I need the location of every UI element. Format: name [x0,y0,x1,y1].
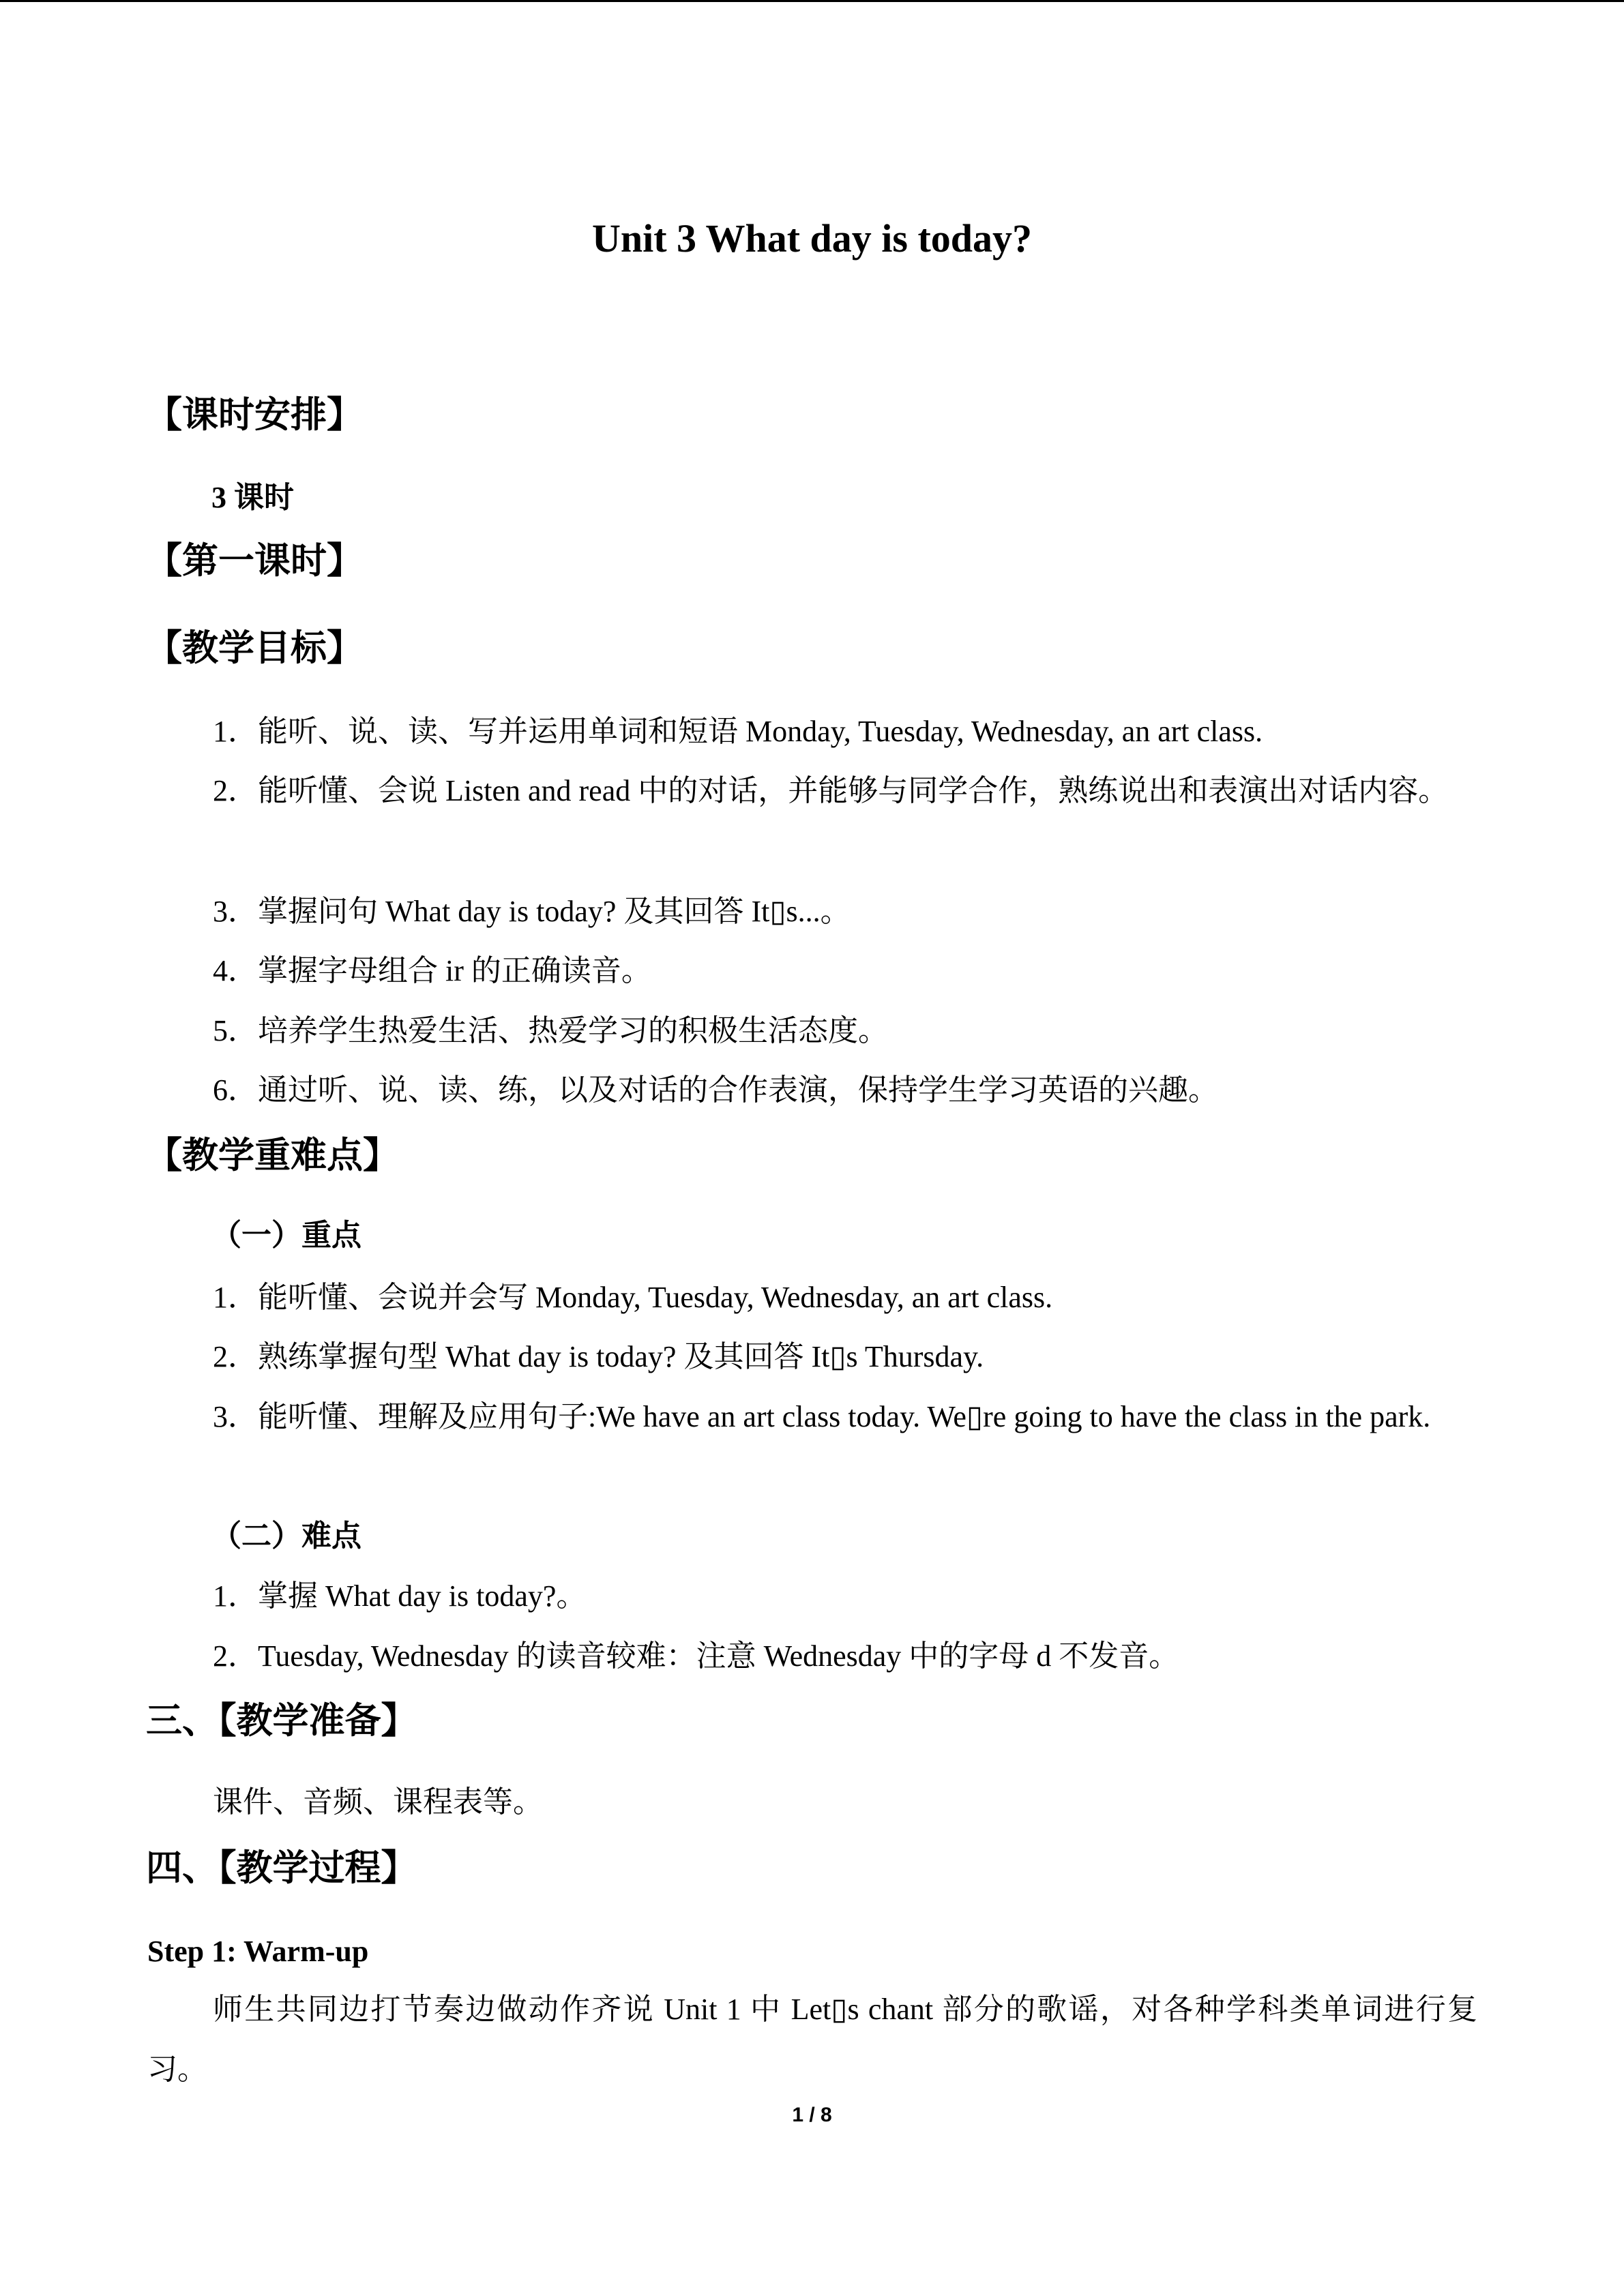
focus-item: 3．能听懂、理解及应用句子:We have an art class today. We▯re going to have the class in the park. [213,1400,1431,1433]
preparation-text: 课件、音频、课程表等。 [213,1785,543,1819]
schedule-heading: 【课时安排】 [146,396,363,435]
preparation-heading: 三、【教学准备】 [146,1701,417,1741]
objective-item: 3．掌握问句 What day is today? 及其回答 It▯s...。 [213,895,851,928]
objective-item: 2．能听懂、会说 Listen and read 中的对话，并能够与同学合作，熟练说出和表演出对话内容。 [213,774,1449,807]
step1-text: 师生共同边打节奏边做动作齐说 Unit 1 中 Let▯s chant 部分的歌谣，对各种学科类单词进行复习。 [147,1993,1477,2086]
document-title: Unit 3 What day is today? [591,216,1033,260]
objectives-heading: 【教学目标】 [146,629,363,668]
objective-item: 4．掌握字母组合 ir 的正确读音。 [213,954,651,987]
focus-item: 1．能听懂、会说并会写 Monday, Tuesday, Wednesday, an art class. [213,1281,1053,1314]
step1-title: Step 1: Warm-up [147,1935,369,1968]
difficulty-item: 2．Tuesday, Wednesday 的读音较难：注意 Wednesday 中的字母 d 不发音。 [213,1639,1179,1673]
focus-item: 2．熟练掌握句型 What day is today? 及其回答 It▯s Thursday. [213,1340,984,1373]
key-points-heading: 【教学重难点】 [146,1136,399,1176]
process-heading: 四、【教学过程】 [146,1849,417,1888]
first-lesson-heading: 【第一课时】 [146,541,363,581]
objective-item: 1．能听、说、读、写并运用单词和短语 Monday, Tuesday, Wednesday, an art class. [213,715,1263,748]
difficulty-label: （二）难点 [211,1519,361,1553]
difficulty-item: 1．掌握 What day is today?。 [213,1579,587,1613]
objective-item: 5．培养学生热爱生活、热爱学习的积极生活态度。 [213,1014,888,1047]
page-number: 1 / 8 [792,2104,832,2126]
focus-label: （一）重点 [211,1219,361,1252]
schedule-value: 3 课时 [211,481,294,514]
objective-item: 6．通过听、说、读、练，以及对话的合作表演，保持学生学习英语的兴趣。 [213,1073,1218,1107]
